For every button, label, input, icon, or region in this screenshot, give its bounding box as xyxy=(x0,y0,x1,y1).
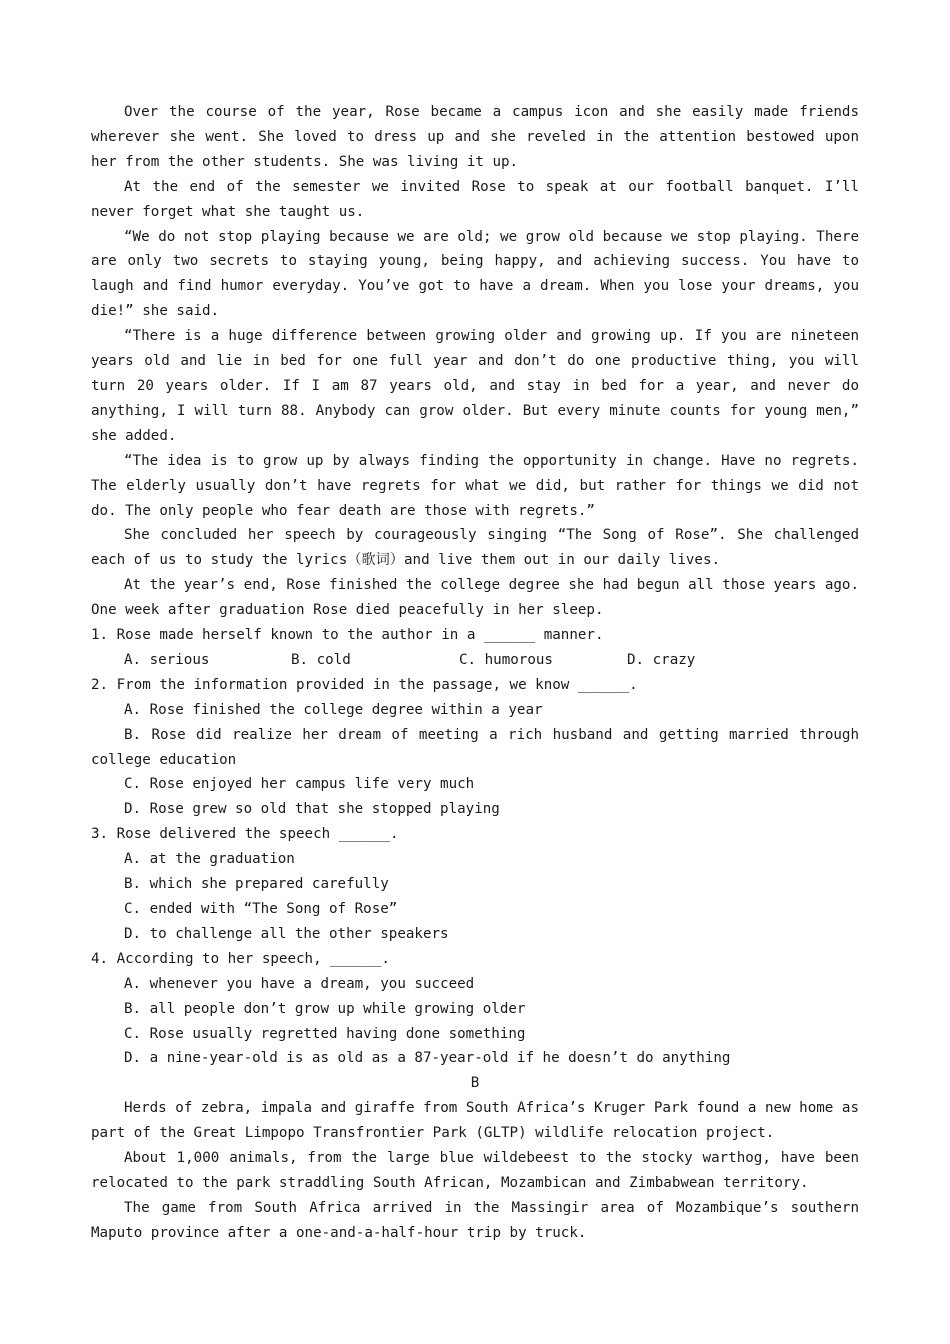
option-c: C. Rose usually regretted having done something xyxy=(124,1025,526,1042)
passage-paragraph: At the end of the semester we invited Rose to speak at our football banquet. I’ll never forget what she taught us. xyxy=(91,178,859,220)
option-c: C. Rose enjoyed her campus life very much xyxy=(124,776,475,793)
passage-paragraph: Over the course of the year, Rose became a campus icon and she easily made friends wherever she went. She loved to dress up and she reveled in the attention bestowed upon her from the other students. She was living it up. xyxy=(91,104,859,170)
passage-paragraph: The game from South Africa arrived in the Massingir area of Mozambique’s southern Maputo province after a one-and-a-half-hour trip by truck. xyxy=(91,1199,859,1241)
option-a: A. Rose finished the college degree within a year xyxy=(124,701,543,718)
option-a: A. at the graduation xyxy=(124,851,295,868)
exam-page xyxy=(91,100,859,1246)
passage-paragraph: About 1,000 animals, from the large blue wildebeest to the stocky warthog, have been relocated to the park straddling South African, Mozambican and Zimbabwean territory. xyxy=(91,1150,859,1191)
option-b: B. which she prepared carefully xyxy=(124,876,389,893)
option-c: C. humorous xyxy=(459,651,553,668)
option-c: C. ended with “The Song of Rose” xyxy=(124,901,398,917)
passage-paragraph: “The idea is to grow up by always finding the opportunity in change. Have no regrets. The elderly usually don’t have regrets for what we did, but rather for things we did not do. The only people who fear death are those with regrets.” xyxy=(91,452,859,519)
option-b: B. cold xyxy=(291,651,351,668)
passage-paragraph: “We do not stop playing because we are old; we grow old because we stop playing. There are only two secrets to staying young, being happy, and achieving success. You have to laugh and find humor everyday. You’ve got to have a dream. When you lose your dreams, you die!” she said. xyxy=(91,228,859,320)
question-stem-4: 4. According to her speech, ______. xyxy=(91,950,390,967)
option-d: D. to challenge all the other speakers xyxy=(124,925,449,942)
passage-paragraph: She concluded her speech by courageously singing “The Song of Rose”. She challenged each of us to study the lyrics（歌词）and live them out in our daily lives. xyxy=(91,527,859,569)
option-a: A. serious xyxy=(124,651,210,668)
passage-paragraph: “There is a huge difference between growing older and growing up. If you are nineteen years old and lie in bed for one full year and don’t do one productive thing, you will turn 20 years older. If I am 87 years old, and stay in bed for a year, and never do anything, I will turn 88. Anybody can grow older. But every minute counts for young men,” she added. xyxy=(91,328,859,444)
question-stem-2: 2. From the information provided in the passage, we know ______. xyxy=(91,676,638,693)
option-d: D. Rose grew so old that she stopped playing xyxy=(124,801,500,818)
option-b: B. all people don’t grow up while growing older xyxy=(124,1000,526,1017)
section-heading: B xyxy=(470,1075,480,1092)
question-stem-3: 3. Rose delivered the speech ______. xyxy=(91,826,399,843)
passage-paragraph: At the year’s end, Rose finished the college degree she had begun all those years ago. One week after graduation Rose died peacefully in her sleep. xyxy=(91,577,859,619)
question-stem-1: 1. Rose made herself known to the author in a ______ manner. xyxy=(91,627,604,644)
passage-paragraph: Herds of zebra, impala and giraffe from South Africa’s Kruger Park found a new home as part of the Great Limpopo Transfrontier Park (GLTP) wildlife relocation project. xyxy=(91,1100,859,1142)
option-d: D. crazy xyxy=(627,651,696,668)
option-d: D. a nine-year-old is as old as a 87-year-old if he doesn’t do anything xyxy=(124,1050,731,1067)
option-a: A. whenever you have a dream, you succeed xyxy=(124,975,475,992)
option-b: B. Rose did realize her dream of meeting a rich husband and getting married through college education xyxy=(91,726,859,768)
question-1-options xyxy=(91,648,859,673)
